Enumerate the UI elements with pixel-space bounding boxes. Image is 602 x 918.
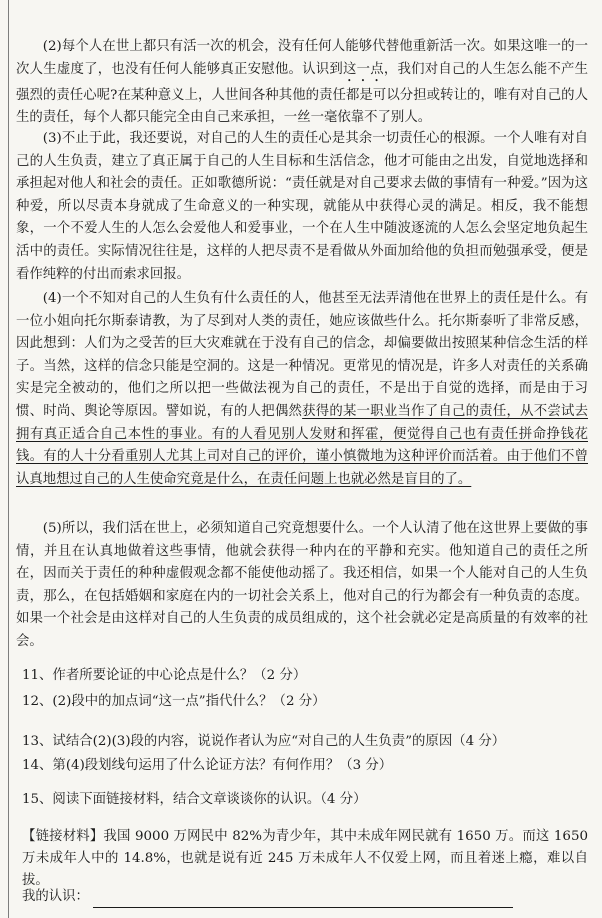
paragraph-4-text: (4)一个不知对自己的人生负有什么责任的人，他甚至无法弄清他在世界上的责任是什么。有一位小姐向托尔斯泰请教，为了尽到对人类的责任，她应该做些什么。托尔斯泰听了非常反感，因此想到：人们为之受苦的巨大灾难就在于没有自己的信念，却偏要做出按照某种信念生活的样子。当然，这样的信念只能是空洞的。这是一种情况。更常见的情况是，许多人对责任的关系确实是完全被动的，他们之所以把一些做法视为自己的责任，不是出于自觉的选择，而是由于习惯、时尚、舆论等原因。譬如说，有的人把偶然 [16, 291, 588, 419]
dotted-phrase: 这一点 [343, 61, 384, 77]
answer-line [22, 886, 588, 908]
underlined-sentences: 获得的某一职业当作了自己的责任，从不尝试去拥有真正适合自己本性的事业。有的人看见别人发财和挥霍，便觉得自己也有责任拼命挣钱花钱。有的人十分看重别人尤其上司对自己的评价，谨小慎微地为这种评价而活着。由于他们不曾认真地想过自己的人生使命究竟是什么，在责任问题上也就必然是盲目的了。 [16, 403, 589, 487]
paragraph-4 [16, 288, 588, 491]
paragraph-5: (5)所以，我们活在世上，必须知道自己究竟想要什么。一个人认清了他在这世界上要做的事情，并且在认真地做着这些事情，他就会获得一种内在的平静和充实。他知道自己的责任之所在，因而关于责任的种种虚假观念都不能使他动摇了。我还相信，如果一个人能对自己的人生负责，那么，在包括婚姻和家庭在内的一切社会关系上，他对自己的行为都会有一种负责的态度。如果一个社会是由这样对自己的人生负责的成员组成的，这个社会就必定是高质量的有效率的社会。 [16, 521, 588, 649]
question-11: 11、作者所要论证的中心论点是什么？（2 分） [22, 668, 307, 683]
question-13: 13、试结合(2)(3)段的内容，说说作者认为应“对自己的人生负责”的原因（4 分） [22, 734, 506, 749]
answer-label: 我的认识： [22, 889, 89, 904]
answer-blank[interactable] [93, 893, 513, 908]
question-14: 14、第(4)段划线句运用了什么论证方法？有何作用？（3 分） [22, 758, 393, 773]
paragraph-2-text-start: (2)每个人在世上都只有活一次的机会，没有任何人能够代替他重新活一次。如果这唯一的一次人生虚度了，也没有任何人能够真正安慰他。认识到 [16, 39, 588, 77]
binding-margin-line [8, 0, 9, 918]
paragraph-2-text-end: ，我们对自己的人生怎么能不产生强烈的责任心呢?在某种意义上，人世间各种其他的责任都是可以分担或转让的，唯有对自己的人生的责任，每个人都只能完全由自己来承担，一丝一毫依靠不了别人。 [16, 61, 589, 126]
link-material: 【链接材料】我国 9000 万网民中 82%为青少年，其中未成年网民就有 1650 万。而这 1650 万未成年人中的 14.8%，也就是说有近 245 万未成年人不仅爱上网，而且着迷上瘾，难以自拔。 [22, 829, 588, 888]
question-15: 15、阅读下面链接材料，结合文章谈谈你的认识。（4 分） [22, 792, 367, 807]
paragraph-2 [16, 36, 588, 130]
paragraph-3: (3)不止于此，我还要说，对自己的人生的责任心是其余一切责任心的根源。一个人唯有对自己的人生负责，建立了真正属于自己的人生目标和生活信念，他才可能由之出发，自觉地选择和承担起对他人和社会的责任。正如歌德所说：“责任就是对自己要求去做的事情有一种爱。”因为这种爱，所以尽责本身就成了生命意义的一种实现，就能从中获得心灵的满足。相反，我不能想象，一个不爱人生的人怎么会爱他人和爱事业，一个在人生中随波逐流的人怎么会坚定地负起生活中的责任。实际情况往往是，这样的人把尽责不是看做从外面加给他的负担而勉强承受，便是看作纯粹的付出而索求回报。 [16, 131, 588, 282]
question-12: 12、(2)段中的加点词“这一点”指代什么？（2 分） [22, 694, 326, 709]
